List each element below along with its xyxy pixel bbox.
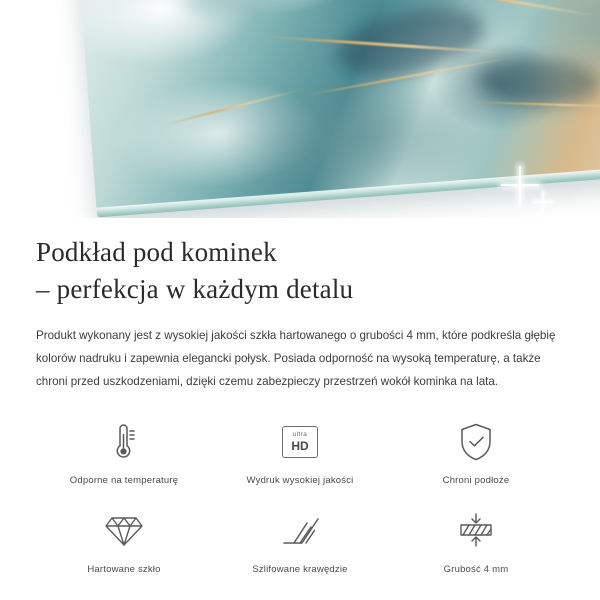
headline-line-2: – perfekcja w każdym detalu xyxy=(36,273,354,304)
thickness-arrows-icon xyxy=(455,508,497,554)
polished-edge-icon xyxy=(280,508,320,554)
feature-label: Grubość 4 mm xyxy=(443,564,509,576)
feature-label: Hartowane szkło xyxy=(87,564,161,576)
feature-item-thickness xyxy=(388,508,564,575)
shield-check-icon xyxy=(457,419,495,465)
feature-label: Odporne na temperaturę xyxy=(69,475,179,487)
artwork-blob xyxy=(180,0,296,21)
artwork-blob xyxy=(477,55,600,108)
sparkle-icon xyxy=(532,191,554,213)
feature-label: Szlifowane krawędzie xyxy=(252,564,348,576)
feature-item-polished-edges xyxy=(212,508,388,575)
content-block xyxy=(0,234,600,575)
glass-panel-render xyxy=(78,0,600,217)
product-description: Produkt wykonany jest z wysokiej jakości szkła hartowanego o grubości 4 mm, które podkreśla głębię kolorów nadruku i zapewnia elegancki połysk. Posiada odporność na wysoką temperaturę, a także chroni przed uszkodzeniami, dzięki czemu zabezpieczy przestrzeń wokół kominka na lata. xyxy=(36,329,556,388)
feature-label: Chroni podłoże xyxy=(442,475,510,487)
feature-item-tempered-glass xyxy=(36,508,212,575)
diamond-icon xyxy=(104,508,144,554)
headline-line-1: Podkład pod kominek xyxy=(36,237,277,267)
artwork-gold-vein xyxy=(161,88,305,127)
thermometer-icon xyxy=(107,419,141,465)
artwork-gold-vein xyxy=(469,101,600,108)
hero-image xyxy=(0,0,600,218)
feature-item-temperature xyxy=(36,419,212,486)
ultra-hd-badge-bottom: HD xyxy=(291,438,309,453)
feature-item-print-quality xyxy=(212,419,388,486)
page-title xyxy=(36,234,564,307)
ultra-hd-icon xyxy=(282,419,318,465)
feature-item-protection xyxy=(388,419,564,486)
ultra-hd-badge-top: ultra xyxy=(292,431,308,439)
feature-grid xyxy=(36,419,564,575)
feature-label: Wydruk wysokiej jakości xyxy=(246,475,354,487)
